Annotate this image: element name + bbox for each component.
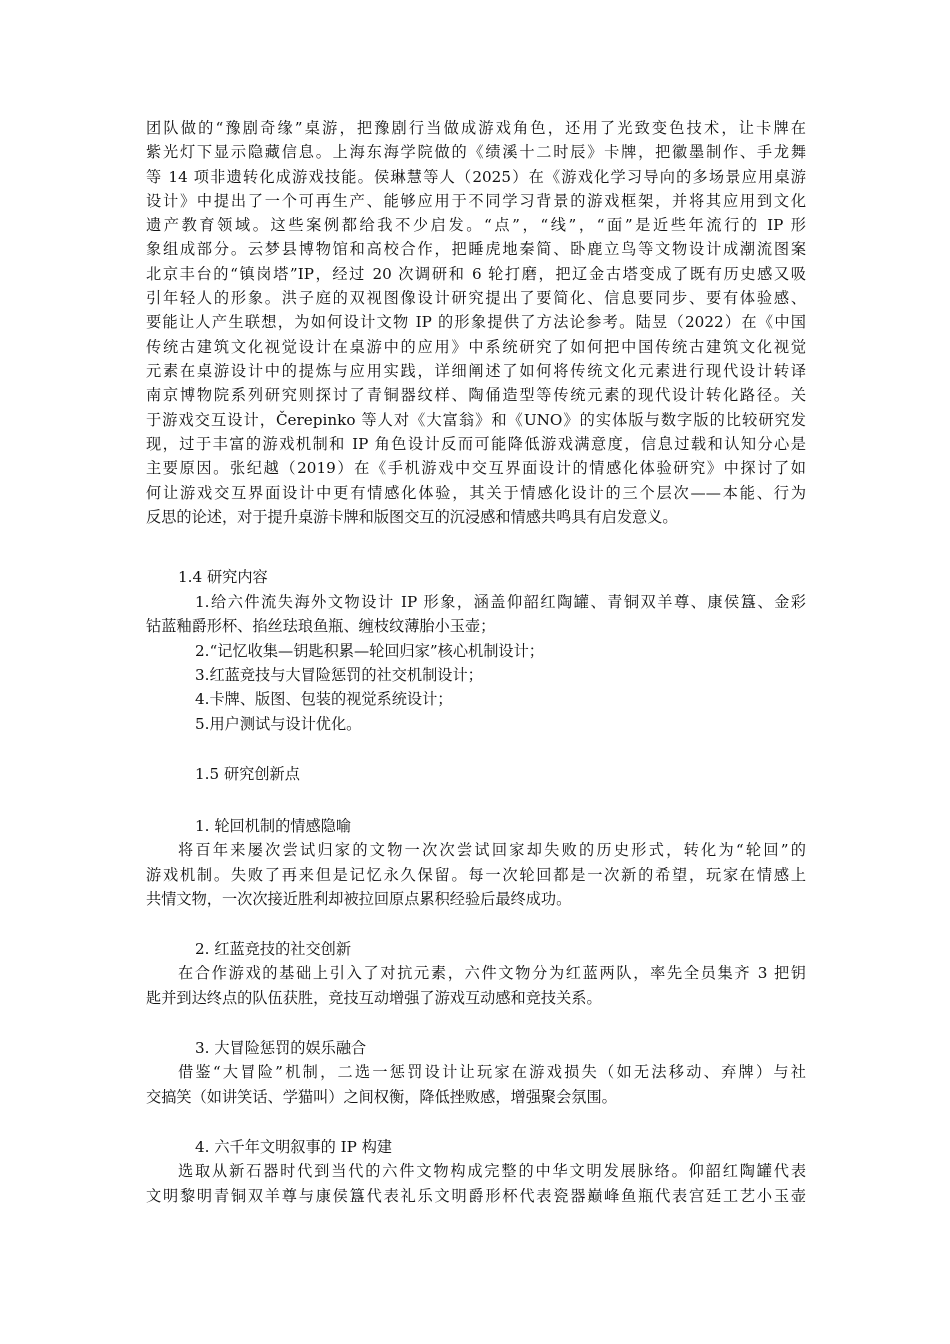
- innovation-point-title: 4. 六千年文明叙事的 IP 构建: [195, 1138, 393, 1156]
- paragraph-line: 北京丰台的“镇岗塔”IP，经过 20 次调研和 6 轮打磨，把辽金古塔变成了既有历史感又吸: [146, 265, 806, 283]
- list-item: 3.红蓝竞技与大冒险惩罚的社交机制设计；: [195, 666, 483, 684]
- paragraph-line: 南京博物院系列研究则探讨了青铜器纹样、陶俑造型等传统元素的现代设计转化路径。关: [146, 386, 806, 404]
- list-item: 2.“记忆收集—钥匙积累—轮回归家”核心机制设计；: [195, 642, 544, 660]
- paragraph-line: 引年轻人的形象。洪子庭的双视图像设计研究提出了要简化、信息要同步、要有体验感、: [146, 289, 806, 307]
- paragraph-line: 紫光灯下显示隐藏信息。上海东海学院做的《绩溪十二时辰》卡牌，把徽墨制作、手龙舞: [146, 143, 806, 161]
- paragraph-line: 团队做的“豫剧奇缘”桌游，把豫剧行当做成游戏角色，还用了光致变色技术，让卡牌在: [146, 119, 806, 137]
- paragraph-line: 借鉴“大冒险”机制，二选一惩罚设计让玩家在游戏损失（如无法移动、弃牌）与社: [178, 1063, 806, 1081]
- paragraph-line: 现，过于丰富的游戏机制和 IP 角色设计反而可能降低游戏满意度，信息过载和认知分心是: [146, 435, 806, 453]
- paragraph-line: 遗产教育领域。这些案例都给我不少启发。“点”，“线”，“面”是近些年流行的 IP 形: [146, 216, 806, 234]
- section-heading: 1.5 研究创新点: [195, 765, 300, 783]
- section-heading: 1.4 研究内容: [178, 568, 268, 586]
- paragraph-line: 何让游戏交互界面设计中更有情感化体验，其关于情感化设计的三个层次——本能、行为: [146, 484, 806, 502]
- paragraph-line: 主要原因。张纪越（2019）在《手机游戏中交互界面设计的情感化体验研究》中探讨了如: [146, 459, 806, 477]
- paragraph-line: 共情文物，一次次接近胜利却被拉回原点累积经验后最终成功。: [146, 890, 572, 908]
- paragraph-line: 反思的论述，对于提升桌游卡牌和版图交互的沉浸感和情感共鸣具有启发意义。: [146, 508, 678, 526]
- paragraph-line: 交搞笑（如讲笑话、学猫叫）之间权衡，降低挫败感，增强聚会氛围。: [146, 1088, 617, 1106]
- paragraph-line: 传统古建筑文化视觉设计在桌游中的应用》中系统研究了如何把中国传统古建筑文化视觉: [146, 338, 806, 356]
- paragraph-line: 匙并到达终点的队伍获胜，竞技互动增强了游戏互动感和竞技关系。: [146, 989, 602, 1007]
- list-item: 1.给六件流失海外文物设计 IP 形象，涵盖仰韶红陶罐、青铜双羊尊、康侯簋、金彩: [195, 593, 806, 611]
- list-item: 5.用户测试与设计优化。: [195, 715, 362, 733]
- list-item-continuation: 钴蓝釉爵形杯、掐丝珐琅鱼瓶、缠枝纹薄胎小玉壶；: [146, 617, 496, 635]
- innovation-point-title: 2. 红蓝竞技的社交创新: [195, 940, 352, 958]
- paragraph-line: 选取从新石器时代到当代的六件文物构成完整的中华文明发展脉络。仰韶红陶罐代表: [178, 1162, 806, 1180]
- paragraph-line: 在合作游戏的基础上引入了对抗元素，六件文物分为红蓝两队，率先全员集齐 3 把钥: [178, 964, 806, 982]
- list-item: 4.卡牌、版图、包装的视觉系统设计；: [195, 690, 453, 708]
- paragraph-line: 游戏机制。失败了再来但是记忆永久保留。每一次轮回都是一次新的希望，玩家在情感上: [146, 866, 806, 884]
- innovation-point-title: 1. 轮回机制的情感隐喻: [195, 817, 352, 835]
- paragraph-line: 文明黎明青铜双羊尊与康侯簋代表礼乐文明爵形杯代表瓷器巅峰鱼瓶代表宫廷工艺小玉壶: [146, 1187, 806, 1205]
- paragraph-line: 于游戏交互设计，Čerepinko 等人对《大富翁》和《UNO》的实体版与数字版的比较研究发: [146, 411, 806, 429]
- paragraph-line: 象组成部分。云梦县博物馆和高校合作，把睡虎地秦简、卧鹿立鸟等文物设计成潮流图案: [146, 240, 806, 258]
- paragraph-line: 将百年来屡次尝试归家的文物一次次尝试回家却失败的历史形式，转化为“轮回”的: [178, 841, 806, 859]
- paragraph-line: 等 14 项非遗转化成游戏技能。侯琳慧等人（2025）在《游戏化学习导向的多场景应用桌游: [146, 168, 806, 186]
- paragraph-line: 设计》中提出了一个可再生产、能够应用于不同学习背景的游戏框架，并将其应用到文化: [146, 192, 806, 210]
- paragraph-line: 要能让人产生联想，为如何设计文物 IP 的形象提供了方法论参考。陆昱（2022）在《中国: [146, 313, 806, 331]
- paragraph-line: 元素在桌游设计中的提炼与应用实践，详细阐述了如何将传统文化元素进行现代设计转译: [146, 362, 806, 380]
- innovation-point-title: 3. 大冒险惩罚的娱乐融合: [195, 1039, 367, 1057]
